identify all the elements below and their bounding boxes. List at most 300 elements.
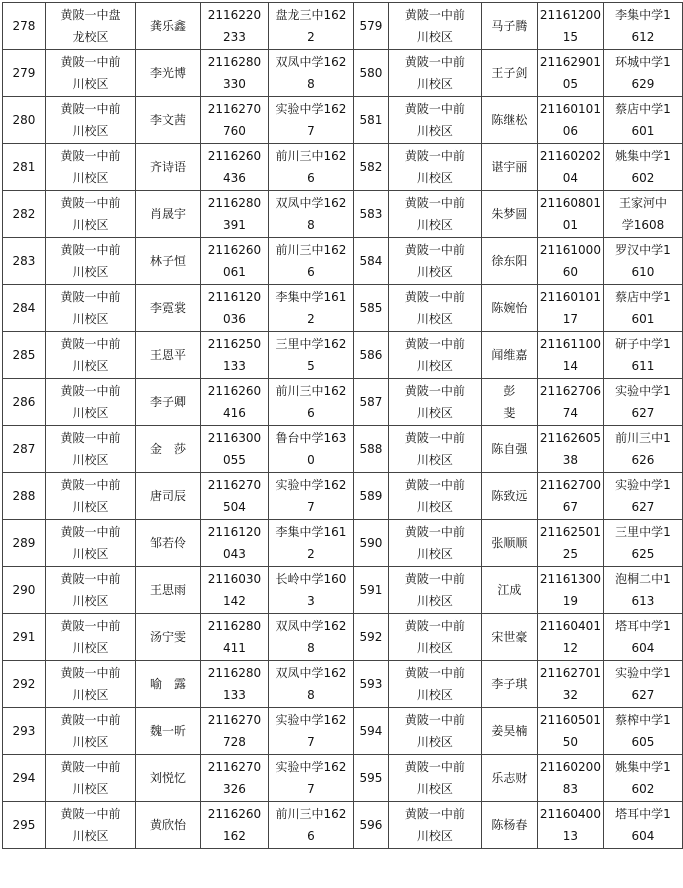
row-number: 278 <box>12 19 36 33</box>
student-id-line: 2116270 <box>207 760 262 774</box>
student-id-line: 13 <box>562 829 579 843</box>
right-row-number-cell <box>353 708 388 755</box>
origin-school-line: 601 <box>631 312 655 326</box>
right-school-campus-cell <box>388 238 481 285</box>
origin-school-line: 前川三中162 <box>275 243 347 257</box>
left-school-campus-cell <box>45 520 135 567</box>
left-student-name-cell <box>135 755 200 802</box>
school-campus-line: 黄陂一中前 <box>404 384 465 398</box>
right-student-name-cell <box>481 144 537 191</box>
student-id-line: 21161200 <box>539 8 601 22</box>
row-number: 582 <box>359 160 383 174</box>
student-id-line: 06 <box>562 124 579 138</box>
left-student-id-cell <box>200 3 268 50</box>
origin-school-line: 蔡店中学1 <box>615 290 671 304</box>
left-student-name-cell <box>135 426 200 473</box>
table-row <box>3 567 683 614</box>
left-student-id-cell <box>200 661 268 708</box>
student-name: 李光博 <box>149 66 186 80</box>
student-name: 肖晟宇 <box>149 207 186 221</box>
origin-school-line: 实验中学162 <box>275 102 347 116</box>
left-school-campus-cell <box>45 97 135 144</box>
student-id-line: 133 <box>222 688 246 702</box>
student-id-line: 043 <box>222 547 246 561</box>
right-row-number-cell <box>353 191 388 238</box>
origin-school-line: 611 <box>631 359 655 373</box>
origin-school-line: 2 <box>307 547 315 561</box>
left-origin-school-cell <box>268 520 353 567</box>
student-id-line: 21162701 <box>539 666 601 680</box>
right-student-name-cell <box>481 802 537 849</box>
row-number: 279 <box>12 66 36 80</box>
right-origin-school-cell <box>603 661 682 708</box>
table-body <box>3 3 683 849</box>
left-school-campus-cell <box>45 50 135 97</box>
left-origin-school-cell <box>268 97 353 144</box>
left-school-campus-cell <box>45 661 135 708</box>
row-number: 590 <box>359 536 383 550</box>
right-origin-school-cell <box>603 144 682 191</box>
school-campus-line: 川校区 <box>416 30 453 44</box>
right-row-number-cell <box>353 661 388 708</box>
student-name: 汤宁雯 <box>149 630 186 644</box>
origin-school-line: 7 <box>307 735 315 749</box>
student-name-line: 斐 <box>503 406 516 420</box>
student-name: 王思雨 <box>149 583 186 597</box>
student-name: 唐司辰 <box>149 489 186 503</box>
student-name: 李文茜 <box>149 113 186 127</box>
origin-school-line: 7 <box>307 500 315 514</box>
student-name: 陈继松 <box>491 113 528 127</box>
origin-school-line: 602 <box>631 171 655 185</box>
school-campus-line: 黄陂一中前 <box>404 525 465 539</box>
right-student-name-cell <box>481 50 537 97</box>
origin-school-line: 前川三中162 <box>275 384 347 398</box>
right-row-number-cell <box>353 238 388 285</box>
right-school-campus-cell <box>388 473 481 520</box>
school-campus-line: 黄陂一中前 <box>404 149 465 163</box>
student-id-line: 391 <box>222 218 246 232</box>
right-student-id-cell <box>537 3 603 50</box>
row-number: 288 <box>12 489 36 503</box>
right-school-campus-cell <box>388 802 481 849</box>
right-student-id-cell <box>537 285 603 332</box>
origin-school-line: 双凤中学162 <box>275 666 347 680</box>
student-name: 邹若伶 <box>149 536 186 550</box>
student-name-line: 彭 <box>503 384 516 398</box>
origin-school-line: 6 <box>307 265 315 279</box>
left-student-id-cell <box>200 191 268 238</box>
left-origin-school-cell <box>268 661 353 708</box>
right-student-id-cell <box>537 614 603 661</box>
table-row <box>3 285 683 332</box>
student-id-line: 326 <box>222 782 246 796</box>
right-student-id-cell <box>537 426 603 473</box>
student-id-line: 2116270 <box>207 713 262 727</box>
student-id-line: 50 <box>562 735 579 749</box>
student-id-line: 21161300 <box>539 572 601 586</box>
origin-school-line: 鲁台中学163 <box>275 431 347 445</box>
school-campus-line: 川校区 <box>416 406 453 420</box>
student-id-line: 142 <box>222 594 246 608</box>
student-id-line: 2116280 <box>207 666 262 680</box>
right-school-campus-cell <box>388 567 481 614</box>
student-id-line: 2116250 <box>207 337 262 351</box>
right-student-name-cell <box>481 708 537 755</box>
right-student-name-cell <box>481 473 537 520</box>
school-campus-line: 黄陂一中前 <box>60 713 121 727</box>
left-student-id-cell <box>200 755 268 802</box>
right-school-campus-cell <box>388 97 481 144</box>
right-student-id-cell <box>537 238 603 285</box>
student-id-line: 05 <box>562 77 579 91</box>
origin-school-line: 627 <box>631 500 655 514</box>
origin-school-line: 实验中学1 <box>615 666 671 680</box>
row-number: 286 <box>12 395 36 409</box>
left-student-name-cell <box>135 332 200 379</box>
school-campus-line: 黄陂一中前 <box>404 619 465 633</box>
student-id-line: 21161000 <box>539 243 601 257</box>
student-name: 朱梦圆 <box>491 207 528 221</box>
right-student-id-cell <box>537 520 603 567</box>
left-student-id-cell <box>200 614 268 661</box>
student-name: 乐志财 <box>491 771 528 785</box>
right-origin-school-cell <box>603 50 682 97</box>
left-student-name-cell <box>135 708 200 755</box>
right-student-id-cell <box>537 802 603 849</box>
student-id-line: 2116270 <box>207 102 262 116</box>
school-campus-line: 川校区 <box>416 829 453 843</box>
right-school-campus-cell <box>388 191 481 238</box>
student-id-line: 2116300 <box>207 431 262 445</box>
left-row-number-cell <box>3 708 46 755</box>
origin-school-line: 610 <box>631 265 655 279</box>
left-origin-school-cell <box>268 3 353 50</box>
row-number: 581 <box>359 113 383 127</box>
left-student-id-cell <box>200 708 268 755</box>
student-id-line: 21160200 <box>539 760 601 774</box>
right-row-number-cell <box>353 144 388 191</box>
table-row <box>3 97 683 144</box>
student-id-line: 036 <box>222 312 246 326</box>
origin-school-line: 双凤中学162 <box>275 55 347 69</box>
right-student-id-cell <box>537 332 603 379</box>
origin-school-line: 姚集中学1 <box>615 760 671 774</box>
school-campus-line: 黄陂一中前 <box>404 102 465 116</box>
left-row-number-cell <box>3 661 46 708</box>
school-campus-line: 黄陂一中前 <box>404 290 465 304</box>
left-student-id-cell <box>200 802 268 849</box>
school-campus-line: 川校区 <box>416 782 453 796</box>
row-number: 584 <box>359 254 383 268</box>
left-student-name-cell <box>135 191 200 238</box>
school-campus-line: 川校区 <box>416 124 453 138</box>
row-number: 596 <box>359 818 383 832</box>
origin-school-line: 602 <box>631 782 655 796</box>
right-school-campus-cell <box>388 755 481 802</box>
student-name: 谌宇丽 <box>491 160 528 174</box>
left-school-campus-cell <box>45 473 135 520</box>
row-number: 592 <box>359 630 383 644</box>
school-campus-line: 川校区 <box>72 359 109 373</box>
student-name: 王子剑 <box>491 66 528 80</box>
left-student-name-cell <box>135 238 200 285</box>
student-name: 姜昊楠 <box>491 724 528 738</box>
student-id-line: 330 <box>222 77 246 91</box>
right-origin-school-cell <box>603 3 682 50</box>
origin-school-line: 泡桐二中1 <box>615 572 671 586</box>
student-name: 陈自强 <box>491 442 528 456</box>
right-school-campus-cell <box>388 144 481 191</box>
left-row-number-cell <box>3 379 46 426</box>
right-student-id-cell <box>537 50 603 97</box>
origin-school-line: 629 <box>631 77 655 91</box>
origin-school-line: 三里中学1 <box>615 525 671 539</box>
school-campus-line: 川校区 <box>416 500 453 514</box>
origin-school-line: 601 <box>631 124 655 138</box>
school-campus-line: 黄陂一中前 <box>60 619 121 633</box>
origin-school-line: 环城中学1 <box>615 55 671 69</box>
table-row <box>3 238 683 285</box>
origin-school-line: 8 <box>307 218 315 232</box>
right-school-campus-cell <box>388 614 481 661</box>
right-origin-school-cell <box>603 708 682 755</box>
left-student-id-cell <box>200 332 268 379</box>
student-id-line: 133 <box>222 359 246 373</box>
origin-school-line: 双凤中学162 <box>275 196 347 210</box>
origin-school-line: 塔耳中学1 <box>615 807 671 821</box>
right-student-name-cell <box>481 755 537 802</box>
right-student-name-cell <box>481 661 537 708</box>
student-id-line: 04 <box>562 171 579 185</box>
school-campus-line: 川校区 <box>72 641 109 655</box>
origin-school-line: 长岭中学160 <box>275 572 347 586</box>
student-id-line: 21162501 <box>539 525 601 539</box>
school-campus-line: 黄陂一中前 <box>60 196 121 210</box>
left-school-campus-cell <box>45 191 135 238</box>
origin-school-line: 罗汉中学1 <box>615 243 671 257</box>
student-id-line: 21160101 <box>539 290 601 304</box>
left-student-id-cell <box>200 520 268 567</box>
origin-school-line: 三里中学162 <box>275 337 347 351</box>
origin-school-line: 612 <box>631 30 655 44</box>
right-row-number-cell <box>353 97 388 144</box>
school-campus-line: 川校区 <box>416 547 453 561</box>
row-number: 580 <box>359 66 383 80</box>
student-id-line: 2116270 <box>207 478 262 492</box>
right-origin-school-cell <box>603 567 682 614</box>
origin-school-line: 研子中学1 <box>615 337 671 351</box>
school-campus-line: 黄陂一中前 <box>60 55 121 69</box>
left-origin-school-cell <box>268 614 353 661</box>
left-school-campus-cell <box>45 755 135 802</box>
origin-school-line: 李集中学1 <box>615 8 671 22</box>
row-number: 591 <box>359 583 383 597</box>
origin-school-line: 8 <box>307 641 315 655</box>
student-name: 闻维嘉 <box>491 348 528 362</box>
table-row <box>3 520 683 567</box>
row-number: 282 <box>12 207 36 221</box>
origin-school-line: 6 <box>307 829 315 843</box>
student-id-line: 21162901 <box>539 55 601 69</box>
student-id-line: 21162706 <box>539 384 601 398</box>
right-school-campus-cell <box>388 661 481 708</box>
origin-school-line: 7 <box>307 124 315 138</box>
student-id-line: 32 <box>562 688 579 702</box>
student-id-line: 21160501 <box>539 713 601 727</box>
left-school-campus-cell <box>45 332 135 379</box>
left-origin-school-cell <box>268 567 353 614</box>
origin-school-line: 前川三中162 <box>275 149 347 163</box>
right-student-name-cell <box>481 614 537 661</box>
school-campus-line: 川校区 <box>416 453 453 467</box>
school-campus-line: 川校区 <box>416 641 453 655</box>
student-id-line: 416 <box>222 406 246 420</box>
school-campus-line: 黄陂一中前 <box>404 55 465 69</box>
student-id-line: 2116280 <box>207 55 262 69</box>
origin-school-line: 实验中学162 <box>275 713 347 727</box>
table-row <box>3 708 683 755</box>
student-id-line: 12 <box>562 641 579 655</box>
origin-school-line: 6 <box>307 406 315 420</box>
right-row-number-cell <box>353 567 388 614</box>
table-row <box>3 191 683 238</box>
student-id-line: 38 <box>562 453 579 467</box>
school-campus-line: 黄陂一中前 <box>404 8 465 22</box>
student-id-line: 14 <box>562 359 579 373</box>
table-row <box>3 426 683 473</box>
left-row-number-cell <box>3 50 46 97</box>
student-id-line: 60 <box>562 265 579 279</box>
school-campus-line: 川校区 <box>72 547 109 561</box>
right-school-campus-cell <box>388 520 481 567</box>
left-origin-school-cell <box>268 191 353 238</box>
left-school-campus-cell <box>45 285 135 332</box>
left-origin-school-cell <box>268 238 353 285</box>
origin-school-line: 3 <box>307 594 315 608</box>
origin-school-line: 盘龙三中162 <box>275 8 347 22</box>
row-number: 290 <box>12 583 36 597</box>
origin-school-line: 前川三中1 <box>615 431 671 445</box>
table-row <box>3 50 683 97</box>
row-number: 283 <box>12 254 36 268</box>
student-name: 李子琪 <box>491 677 528 691</box>
school-campus-line: 川校区 <box>72 171 109 185</box>
right-student-id-cell <box>537 661 603 708</box>
right-student-id-cell <box>537 473 603 520</box>
left-row-number-cell <box>3 144 46 191</box>
student-id-line: 25 <box>562 547 579 561</box>
student-id-line: 2116030 <box>207 572 262 586</box>
row-number: 291 <box>12 630 36 644</box>
school-campus-line: 川校区 <box>72 735 109 749</box>
table-row <box>3 661 683 708</box>
row-number: 587 <box>359 395 383 409</box>
student-id-line: 760 <box>222 124 246 138</box>
left-student-id-cell <box>200 97 268 144</box>
origin-school-line: 5 <box>307 359 315 373</box>
school-campus-line: 川校区 <box>72 688 109 702</box>
table-row <box>3 614 683 661</box>
row-number: 595 <box>359 771 383 785</box>
student-name: 黄欣怡 <box>149 818 186 832</box>
right-origin-school-cell <box>603 755 682 802</box>
origin-school-line: 李集中学161 <box>275 290 347 304</box>
origin-school-line: 蔡店中学1 <box>615 102 671 116</box>
origin-school-line: 7 <box>307 782 315 796</box>
left-student-name-cell <box>135 802 200 849</box>
school-campus-line: 川校区 <box>72 406 109 420</box>
school-campus-line: 川校区 <box>72 77 109 91</box>
left-origin-school-cell <box>268 144 353 191</box>
origin-school-line: 604 <box>631 829 655 843</box>
student-id-line: 2116260 <box>207 149 262 163</box>
left-student-name-cell <box>135 661 200 708</box>
left-student-id-cell <box>200 50 268 97</box>
right-student-id-cell <box>537 755 603 802</box>
student-id-line: 17 <box>562 312 579 326</box>
left-origin-school-cell <box>268 473 353 520</box>
table-row <box>3 473 683 520</box>
school-campus-line: 黄陂一中前 <box>60 243 121 257</box>
left-origin-school-cell <box>268 426 353 473</box>
left-row-number-cell <box>3 614 46 661</box>
row-number: 295 <box>12 818 36 832</box>
school-campus-line: 龙校区 <box>72 30 109 44</box>
left-school-campus-cell <box>45 379 135 426</box>
student-id-line: 21160202 <box>539 149 601 163</box>
student-id-line: 21160801 <box>539 196 601 210</box>
student-id-line: 21160101 <box>539 102 601 116</box>
origin-school-line: 605 <box>631 735 655 749</box>
row-number: 289 <box>12 536 36 550</box>
table-row <box>3 3 683 50</box>
left-student-name-cell <box>135 285 200 332</box>
student-id-line: 2116260 <box>207 807 262 821</box>
right-school-campus-cell <box>388 332 481 379</box>
student-id-line: 15 <box>562 30 579 44</box>
origin-school-line: 8 <box>307 688 315 702</box>
origin-school-line: 实验中学1 <box>615 478 671 492</box>
origin-school-line: 625 <box>631 547 655 561</box>
row-number: 593 <box>359 677 383 691</box>
school-campus-line: 黄陂一中前 <box>60 290 121 304</box>
school-campus-line: 川校区 <box>72 453 109 467</box>
right-origin-school-cell <box>603 97 682 144</box>
origin-school-line: 塔耳中学1 <box>615 619 671 633</box>
right-origin-school-cell <box>603 191 682 238</box>
left-school-campus-cell <box>45 3 135 50</box>
origin-school-line: 604 <box>631 641 655 655</box>
school-campus-line: 黄陂一中前 <box>404 337 465 351</box>
school-campus-line: 黄陂一中前 <box>60 478 121 492</box>
left-student-id-cell <box>200 238 268 285</box>
left-row-number-cell <box>3 755 46 802</box>
right-row-number-cell <box>353 332 388 379</box>
left-row-number-cell <box>3 332 46 379</box>
right-student-name-cell <box>481 285 537 332</box>
school-campus-line: 川校区 <box>416 688 453 702</box>
table-row <box>3 332 683 379</box>
row-number: 586 <box>359 348 383 362</box>
right-row-number-cell <box>353 614 388 661</box>
row-number: 280 <box>12 113 36 127</box>
right-row-number-cell <box>353 473 388 520</box>
school-campus-line: 川校区 <box>72 500 109 514</box>
origin-school-line: 实验中学162 <box>275 760 347 774</box>
right-origin-school-cell <box>603 520 682 567</box>
student-id-line: 2116280 <box>207 619 262 633</box>
